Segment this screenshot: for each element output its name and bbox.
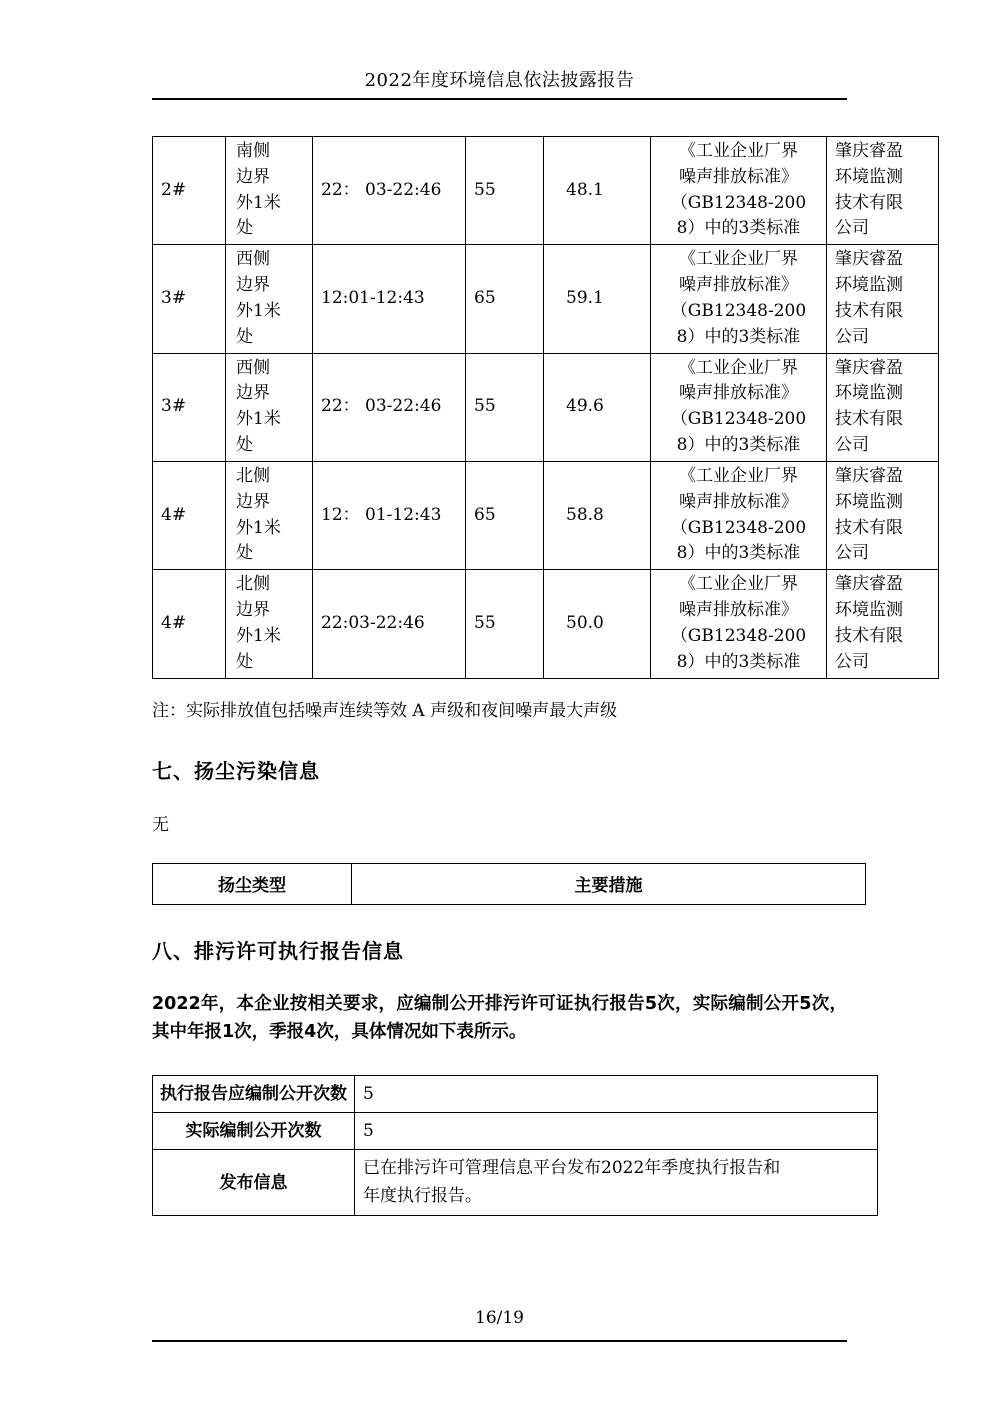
cell-location — [226, 245, 313, 353]
standard-line: 噪声排放标准》 — [679, 166, 798, 187]
org-line: 环境监测 — [835, 600, 903, 621]
location-line: 边界 — [236, 166, 270, 187]
standard-lines — [657, 464, 820, 567]
permit-section-paragraph: 2022年，本企业按相关要求，应编制公开排污许可证执行报告5次，实际编制公开5次，其中年报1次，季报4次，具体情况如下表所示。 — [152, 993, 847, 1043]
cell-measured-value: 50.0 — [544, 570, 651, 678]
cell-required-count-value: 5 — [355, 1075, 878, 1112]
location-line: 西侧 — [236, 357, 270, 378]
standard-line: 《工业企业厂界 — [679, 249, 798, 270]
location-line: 处 — [236, 326, 253, 347]
cell-measured-value: 58.8 — [544, 461, 651, 569]
cell-monitor-time: 22： 03-22:46 — [313, 137, 466, 245]
org-line: 技术有限 — [835, 517, 903, 538]
location-line: 外1米 — [236, 517, 281, 538]
cell-monitoring-org — [827, 570, 939, 678]
org-line: 公司 — [835, 651, 869, 672]
org-line: 肇庆睿盈 — [835, 574, 903, 595]
location-line: 处 — [236, 543, 253, 564]
standard-lines — [657, 572, 820, 675]
cell-limit-value: 65 — [466, 461, 544, 569]
publish-info-line: 年度执行报告。 — [363, 1185, 482, 1206]
cell-monitor-point: 4# — [153, 461, 226, 569]
standard-line: 8）中的3类标准 — [676, 326, 801, 347]
location-line: 边界 — [236, 491, 270, 512]
standard-line: （GB12348-200 — [670, 192, 807, 213]
standard-lines — [657, 247, 820, 350]
cell-standard — [651, 570, 827, 678]
cell-monitoring-org — [827, 461, 939, 569]
standard-lines — [657, 356, 820, 459]
standard-line: 《工业企业厂界 — [679, 574, 798, 595]
cell-standard — [651, 353, 827, 461]
page-number: 16/19 — [475, 1308, 524, 1328]
permit-table-body — [153, 1075, 878, 1216]
standard-line: （GB12348-200 — [670, 517, 807, 538]
table-row — [153, 570, 939, 678]
cell-location — [226, 570, 313, 678]
org-lines — [835, 139, 934, 242]
section-heading-permit: 八、排污许可执行报告信息 — [152, 938, 404, 963]
standard-line: 8）中的3类标准 — [676, 651, 801, 672]
table-row — [153, 863, 866, 904]
org-lines — [835, 572, 934, 675]
publish-info-line: 已在排污许可管理信息平台发布2022年季度执行报告和 — [363, 1158, 781, 1179]
org-line: 公司 — [835, 326, 869, 347]
cell-actual-count-label: 实际编制公开次数 — [153, 1112, 355, 1149]
cell-standard — [651, 137, 827, 245]
standard-line: （GB12348-200 — [670, 300, 807, 321]
location-line: 外1米 — [236, 192, 281, 213]
cell-required-count-label: 执行报告应编制公开次数 — [153, 1075, 355, 1112]
location-line: 北侧 — [236, 574, 270, 595]
noise-table-note: 注：实际排放值包括噪声连续等效 A 声级和夜间噪声最大声级 — [152, 700, 618, 721]
cell-measured-value: 59.1 — [544, 245, 651, 353]
header-divider-rule — [152, 98, 847, 100]
noise-table-body — [153, 137, 939, 679]
cell-standard — [651, 461, 827, 569]
standard-line: 《工业企业厂界 — [679, 357, 798, 378]
org-lines — [835, 464, 934, 567]
cell-location — [226, 461, 313, 569]
location-line: 西侧 — [236, 249, 270, 270]
standard-line: 《工业企业厂界 — [679, 465, 798, 486]
location-line: 北侧 — [236, 465, 270, 486]
location-line: 外1米 — [236, 300, 281, 321]
cell-monitoring-org — [827, 137, 939, 245]
location-line: 处 — [236, 651, 253, 672]
dust-table — [152, 863, 866, 905]
noise-monitoring-table — [152, 136, 939, 679]
standard-line: （GB12348-200 — [670, 625, 807, 646]
org-line: 环境监测 — [835, 491, 903, 512]
cell-monitor-point: 2# — [153, 137, 226, 245]
table-row — [153, 1150, 878, 1216]
table-row — [153, 1075, 878, 1112]
dust-type-header: 扬尘类型 — [153, 863, 352, 904]
cell-limit-value: 55 — [466, 353, 544, 461]
location-lines — [236, 572, 308, 675]
location-lines — [236, 464, 308, 567]
org-lines — [835, 356, 934, 459]
cell-measured-value: 49.6 — [544, 353, 651, 461]
dust-measure-header: 主要措施 — [352, 863, 866, 904]
org-line: 技术有限 — [835, 625, 903, 646]
standard-line: 8）中的3类标准 — [676, 435, 801, 456]
section-heading-dust: 七、扬尘污染信息 — [152, 758, 320, 783]
cell-monitor-time: 12： 01-12:43 — [313, 461, 466, 569]
cell-limit-value: 65 — [466, 245, 544, 353]
page-content — [152, 136, 903, 1216]
org-line: 环境监测 — [835, 383, 903, 404]
dust-section-body: 无 — [152, 814, 169, 835]
table-row — [153, 245, 939, 353]
standard-line: 8）中的3类标准 — [676, 218, 801, 239]
cell-actual-count-value: 5 — [355, 1112, 878, 1149]
cell-limit-value: 55 — [466, 137, 544, 245]
org-line: 环境监测 — [835, 275, 903, 296]
org-line: 肇庆睿盈 — [835, 141, 903, 161]
standard-line: 噪声排放标准》 — [679, 275, 798, 296]
standard-line: 《工业企业厂界 — [679, 141, 798, 161]
location-line: 外1米 — [236, 625, 281, 646]
org-line: 环境监测 — [835, 166, 903, 187]
dust-table-body — [153, 863, 866, 904]
cell-location — [226, 353, 313, 461]
footer-divider-rule — [152, 1340, 847, 1342]
table-row — [153, 461, 939, 569]
cell-monitor-point: 3# — [153, 245, 226, 353]
org-line: 公司 — [835, 435, 869, 456]
standard-line: 8）中的3类标准 — [676, 543, 801, 564]
table-row — [153, 1112, 878, 1149]
cell-location — [226, 137, 313, 245]
location-line: 处 — [236, 218, 253, 239]
cell-publish-info-value — [355, 1150, 878, 1216]
location-line: 边界 — [236, 600, 270, 621]
org-lines — [835, 247, 934, 350]
standard-line: 噪声排放标准》 — [679, 491, 798, 512]
cell-limit-value: 55 — [466, 570, 544, 678]
cell-monitoring-org — [827, 353, 939, 461]
cell-monitor-time: 22:03-22:46 — [313, 570, 466, 678]
cell-monitor-point: 3# — [153, 353, 226, 461]
org-line: 公司 — [835, 218, 869, 239]
location-lines — [236, 247, 308, 350]
standard-lines — [657, 139, 820, 242]
table-row — [153, 137, 939, 245]
location-line: 边界 — [236, 275, 270, 296]
permit-report-table — [152, 1075, 878, 1217]
standard-line: （GB12348-200 — [670, 409, 807, 430]
cell-measured-value: 48.1 — [544, 137, 651, 245]
org-line: 肇庆睿盈 — [835, 465, 903, 486]
org-line: 技术有限 — [835, 192, 903, 213]
cell-monitor-time: 12:01-12:43 — [313, 245, 466, 353]
cell-monitor-point: 4# — [153, 570, 226, 678]
running-header-title: 2022年度环境信息依法披露报告 — [364, 70, 635, 91]
cell-monitor-time: 22： 03-22:46 — [313, 353, 466, 461]
org-line: 肇庆睿盈 — [835, 249, 903, 270]
org-line: 技术有限 — [835, 300, 903, 321]
location-line: 南侧 — [236, 141, 270, 161]
standard-line: 噪声排放标准》 — [679, 383, 798, 404]
org-line: 技术有限 — [835, 409, 903, 430]
location-line: 外1米 — [236, 409, 281, 430]
location-lines — [236, 356, 308, 459]
org-line: 公司 — [835, 543, 869, 564]
location-line: 边界 — [236, 383, 270, 404]
standard-line: 噪声排放标准》 — [679, 600, 798, 621]
org-line: 肇庆睿盈 — [835, 357, 903, 378]
location-lines — [236, 139, 308, 242]
cell-standard — [651, 245, 827, 353]
cell-publish-info-label: 发布信息 — [153, 1150, 355, 1216]
location-line: 处 — [236, 435, 253, 456]
cell-monitoring-org — [827, 245, 939, 353]
table-row — [153, 353, 939, 461]
